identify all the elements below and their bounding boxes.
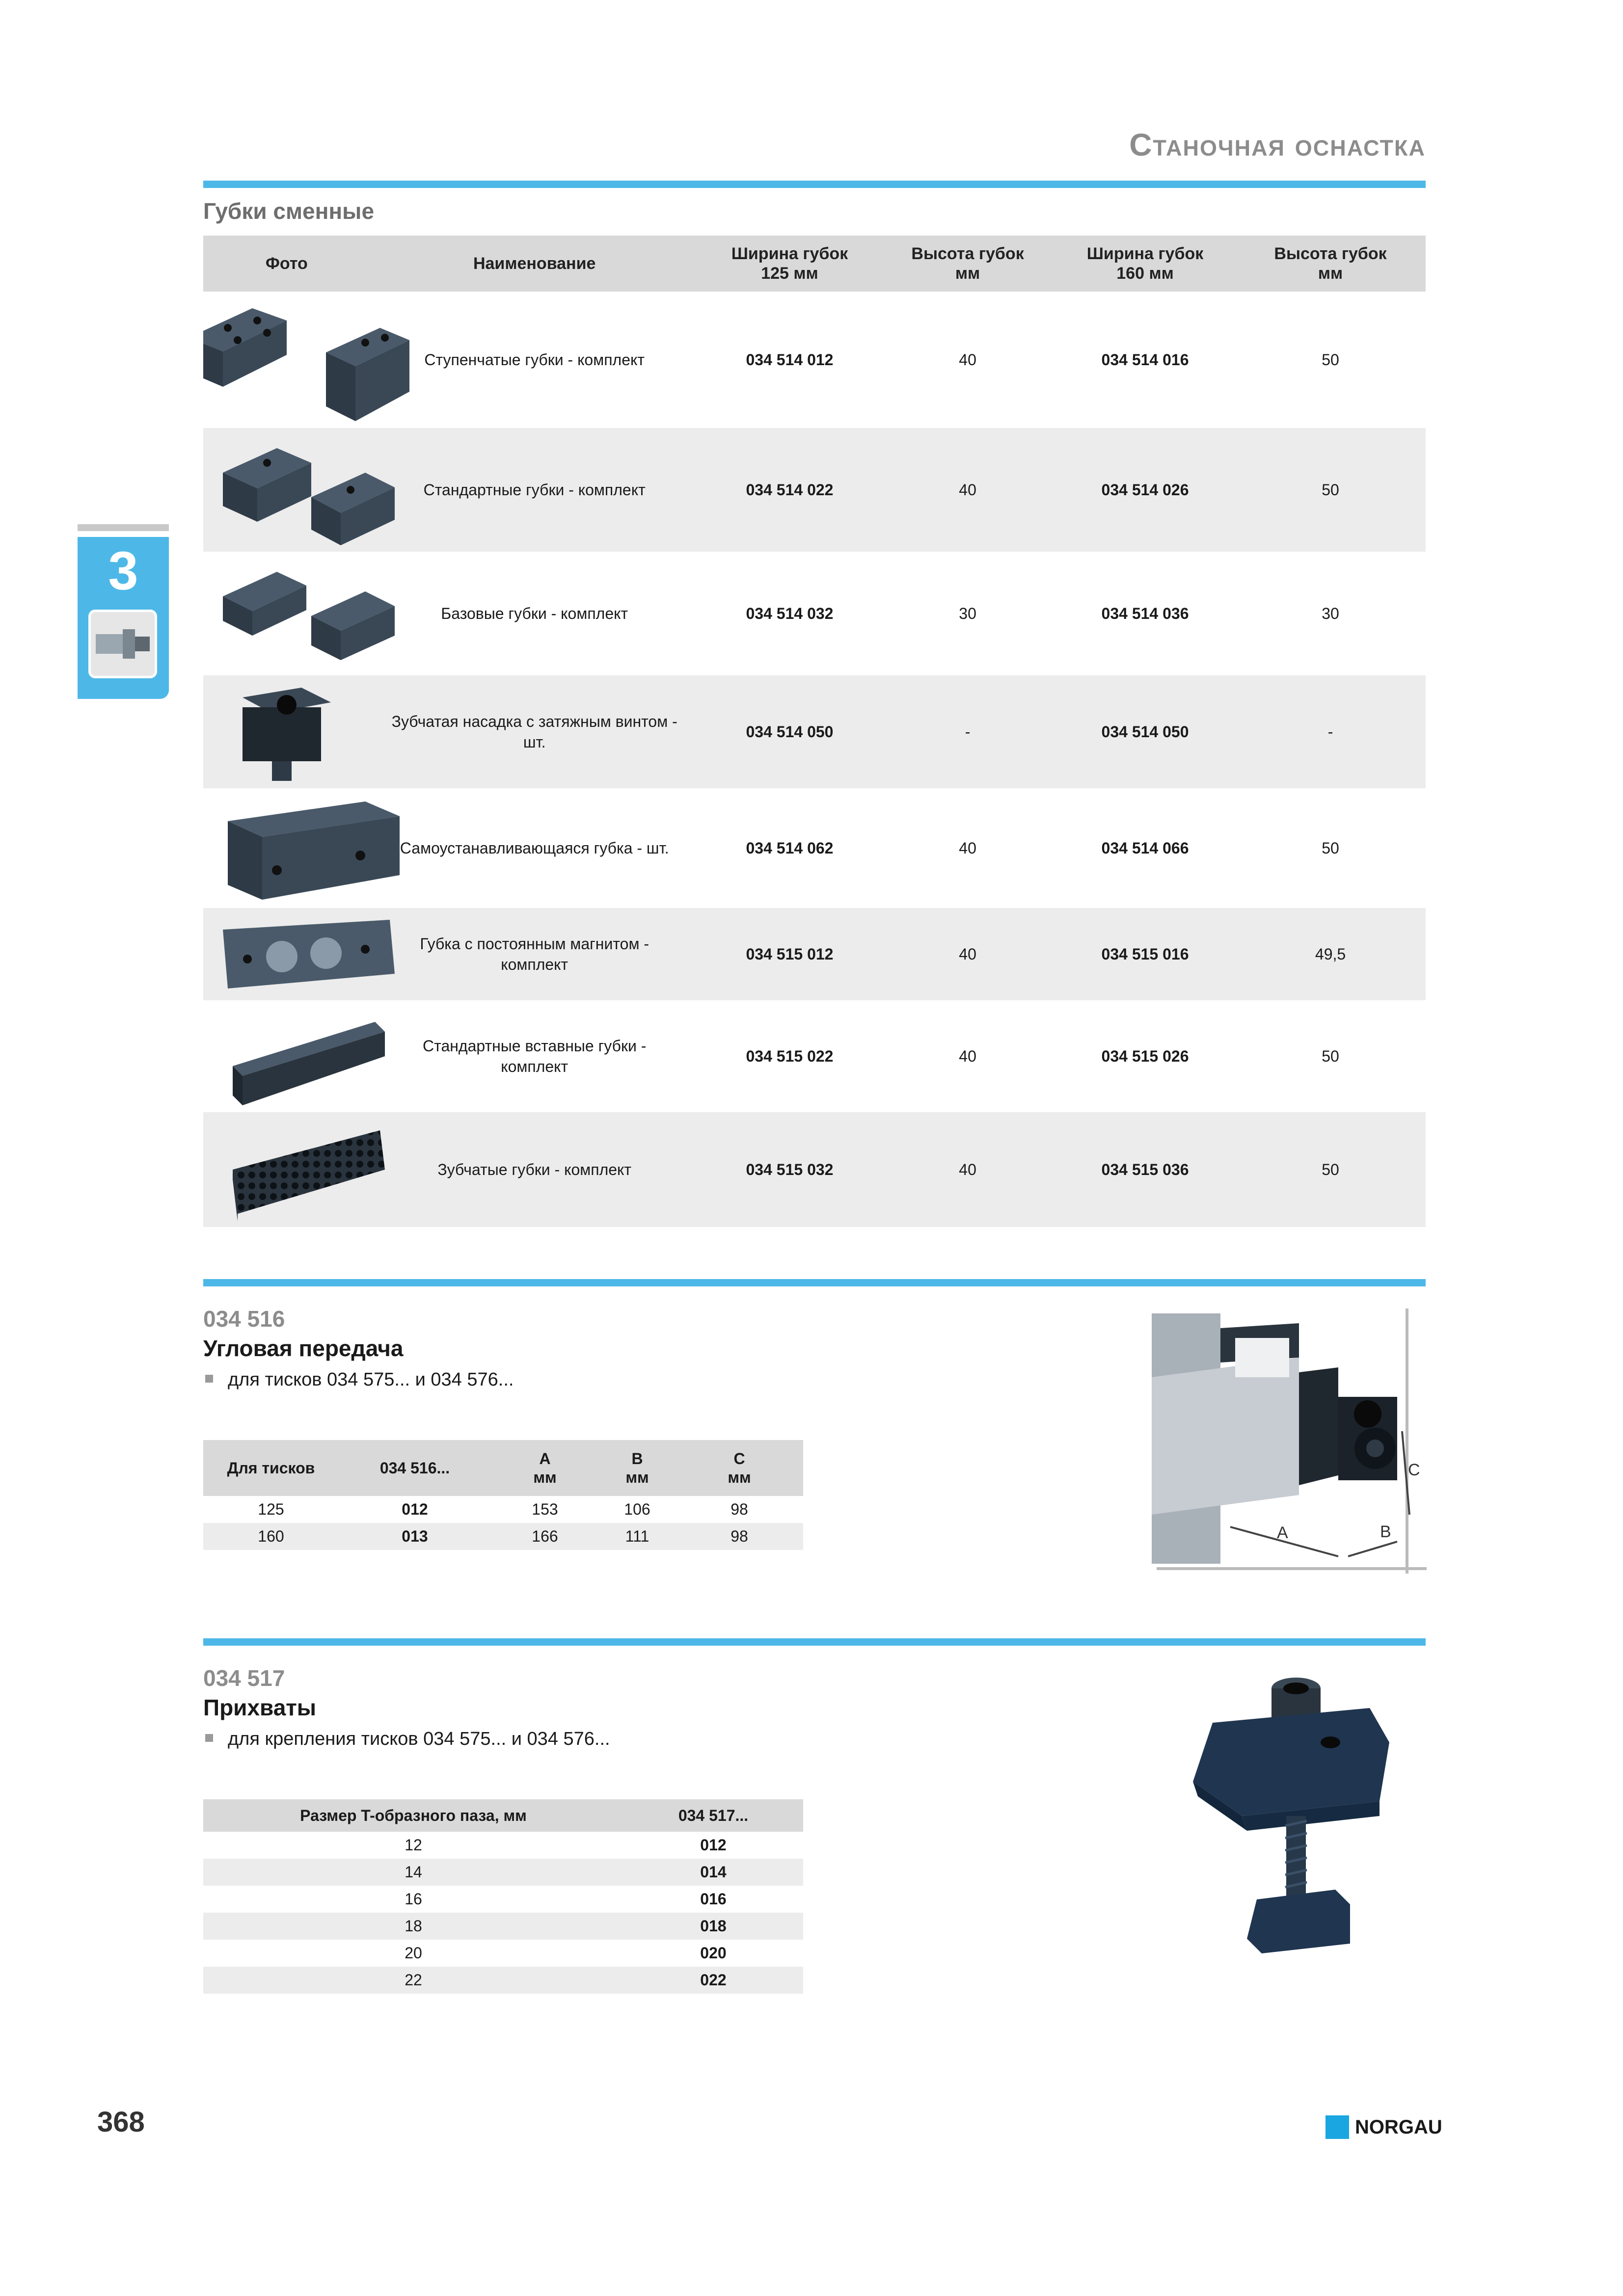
- table-row: [203, 1496, 803, 1523]
- height-160: 50: [1235, 1112, 1426, 1227]
- brand-logo-icon: [1325, 2115, 1349, 2139]
- product-code-125: 034 514 012: [746, 351, 834, 369]
- vise-size: 160: [203, 1523, 339, 1550]
- dim-b: 106: [624, 1500, 650, 1518]
- column-header-name: Наименование: [370, 236, 699, 292]
- product-code-125: 034 514 022: [699, 428, 880, 552]
- table-header-row: [203, 1799, 803, 1832]
- angle-drive-photo: [1152, 1308, 1427, 1574]
- product-code-160: 034 514 050: [1055, 675, 1235, 788]
- dim-a: 153: [532, 1500, 558, 1518]
- product-name: Зубчатая насадка с затяжным винтом - шт.: [370, 675, 699, 788]
- toothed-jaws-photo: [203, 1116, 409, 1224]
- column-header-c: C мм: [676, 1440, 803, 1496]
- height-160: 49,5: [1235, 908, 1426, 1000]
- product-code-160: 034 514 016: [1101, 351, 1189, 369]
- insert-jaws-photo: [203, 1002, 409, 1110]
- slot-size: 16: [405, 1890, 422, 1908]
- product-code: 014: [623, 1859, 803, 1886]
- angle-drive-bullet: [205, 1369, 514, 1390]
- dim-b: 111: [599, 1523, 676, 1550]
- column-header-code: 034 517...: [623, 1799, 803, 1832]
- slot-size: 20: [405, 1944, 422, 1962]
- column-header-slot-size: Размер T-образного паза, мм: [203, 1799, 623, 1832]
- dim-c: 98: [730, 1500, 748, 1518]
- chapter-tab-rule: [78, 524, 169, 531]
- table-row: [203, 292, 1426, 428]
- section-rule: [203, 1638, 1426, 1646]
- toothed-attachment-photo: [223, 678, 351, 786]
- base-jaws-photo: [203, 557, 409, 670]
- product-name: Стандартные вставные губки - комплект: [423, 1037, 647, 1075]
- slot-size: 14: [203, 1859, 623, 1886]
- product-name: Базовые губки - комплект: [441, 605, 628, 622]
- vise-size: 125: [258, 1500, 284, 1518]
- product-code: 012: [700, 1836, 727, 1854]
- height-125: 40: [880, 428, 1055, 552]
- product-name: Зубчатые губки - комплект: [370, 1112, 699, 1227]
- column-header-height-160: Высота губок мм: [1235, 236, 1426, 292]
- product-name: Самоустанавливающаяся губка - шт.: [400, 839, 669, 857]
- table-row: [203, 1940, 803, 1967]
- product-name: Стандартные губки - комплект: [370, 428, 699, 552]
- dimension-label-c: C: [1408, 1461, 1420, 1479]
- dim-a: 166: [491, 1523, 599, 1550]
- slot-size: 22: [203, 1967, 623, 1994]
- height-160: -: [1235, 675, 1426, 788]
- chuck-icon: [88, 610, 157, 678]
- height-160: 30: [1322, 605, 1339, 622]
- table-row: [203, 1886, 803, 1913]
- bullet-icon: [205, 1734, 213, 1742]
- height-125: 30: [959, 605, 976, 622]
- table-row: [203, 908, 1426, 1000]
- product-code-125: 034 514 062: [746, 839, 834, 857]
- product-code: 018: [623, 1913, 803, 1940]
- clamps-title: Прихваты: [203, 1695, 317, 1720]
- clamp-photo: [1183, 1669, 1419, 1963]
- header-rule: [203, 181, 1426, 188]
- column-header-width-125: Ширина губок 125 мм: [699, 236, 880, 292]
- column-header-height-125: Высота губок мм: [880, 236, 1055, 292]
- product-code-160: 034 515 036: [1055, 1112, 1235, 1227]
- table-row: [203, 1859, 803, 1886]
- angle-drive-table: [203, 1440, 803, 1550]
- product-code-125: 034 515 022: [746, 1047, 834, 1065]
- table-row: [203, 1832, 803, 1859]
- column-header-vise: Для тисков: [203, 1440, 339, 1496]
- dim-c: 98: [676, 1523, 803, 1550]
- height-160: 50: [1322, 1047, 1339, 1065]
- product-name: Губка с постоянным магнитом - комплект: [370, 908, 699, 1000]
- product-code-160: 034 515 016: [1055, 908, 1235, 1000]
- page-header-title: Станочная оснастка: [1129, 127, 1426, 162]
- table-row: [203, 1913, 803, 1940]
- clamps-code: 034 517: [203, 1665, 285, 1691]
- angle-drive-title: Угловая передача: [203, 1335, 404, 1361]
- height-160: 50: [1322, 351, 1339, 369]
- brand-name: NORGAU: [1355, 2116, 1442, 2138]
- self-aligning-jaw-photo: [203, 792, 409, 905]
- height-125: 40: [959, 351, 976, 369]
- table-row: [203, 675, 1426, 788]
- slot-size: 18: [203, 1913, 623, 1940]
- product-code-125: 034 515 032: [699, 1112, 880, 1227]
- section-title: Губки сменные: [203, 198, 375, 224]
- product-code-160: 034 515 026: [1101, 1047, 1189, 1065]
- clamps-table: [203, 1799, 803, 1994]
- height-125: 40: [959, 839, 976, 857]
- product-code-125: 034 515 012: [699, 908, 880, 1000]
- height-160: 50: [1322, 839, 1339, 857]
- product-code: 013: [339, 1523, 491, 1550]
- height-125: 40: [959, 1047, 976, 1065]
- dimension-label-b: B: [1380, 1522, 1391, 1541]
- product-code: 012: [402, 1500, 428, 1518]
- product-code-160: 034 514 026: [1055, 428, 1235, 552]
- column-header-a: A мм: [491, 1440, 599, 1496]
- product-code: 022: [623, 1967, 803, 1994]
- product-name: Ступенчатые губки - комплект: [424, 351, 645, 369]
- column-header-photo: Фото: [203, 236, 370, 292]
- height-125: 40: [880, 908, 1055, 1000]
- product-code-125: 034 514 050: [699, 675, 880, 788]
- height-125: 40: [880, 1112, 1055, 1227]
- slot-size: 12: [405, 1836, 422, 1854]
- product-code-125: 034 514 032: [746, 605, 834, 622]
- bullet-text: для крепления тисков 034 575... и 034 576...: [228, 1729, 610, 1749]
- table-row: [203, 1000, 1426, 1112]
- angle-drive-code: 034 516: [203, 1306, 285, 1332]
- dimension-label-a: A: [1277, 1523, 1288, 1542]
- table-header-row: [203, 236, 1426, 292]
- product-code-160: 034 514 066: [1101, 839, 1189, 857]
- page-number: 368: [97, 2106, 145, 2138]
- stepped-jaws-photo: [203, 294, 409, 426]
- table-row: [203, 1523, 803, 1550]
- table-row: [203, 1967, 803, 1994]
- bullet-text: для тисков 034 575... и 034 576...: [228, 1369, 514, 1390]
- standard-jaws-photo: [203, 433, 409, 546]
- height-125: -: [880, 675, 1055, 788]
- table-header-row: [203, 1440, 803, 1496]
- product-code: 016: [700, 1890, 727, 1908]
- bullet-icon: [205, 1375, 213, 1383]
- column-header-width-160: Ширина губок 160 мм: [1055, 236, 1235, 292]
- chapter-number: 3: [108, 541, 138, 601]
- column-header-code: 034 516...: [339, 1440, 491, 1496]
- jaws-table: [203, 236, 1426, 1227]
- section-rule: [203, 1279, 1426, 1286]
- magnet-jaw-photo: [203, 910, 409, 998]
- table-row: [203, 552, 1426, 675]
- table-row: [203, 1112, 1426, 1227]
- height-160: 50: [1235, 428, 1426, 552]
- table-row: [203, 428, 1426, 552]
- product-code-160: 034 514 036: [1101, 605, 1189, 622]
- table-row: [203, 788, 1426, 908]
- product-code: 020: [700, 1944, 727, 1962]
- clamps-bullet: [205, 1729, 610, 1750]
- column-header-b: B мм: [599, 1440, 676, 1496]
